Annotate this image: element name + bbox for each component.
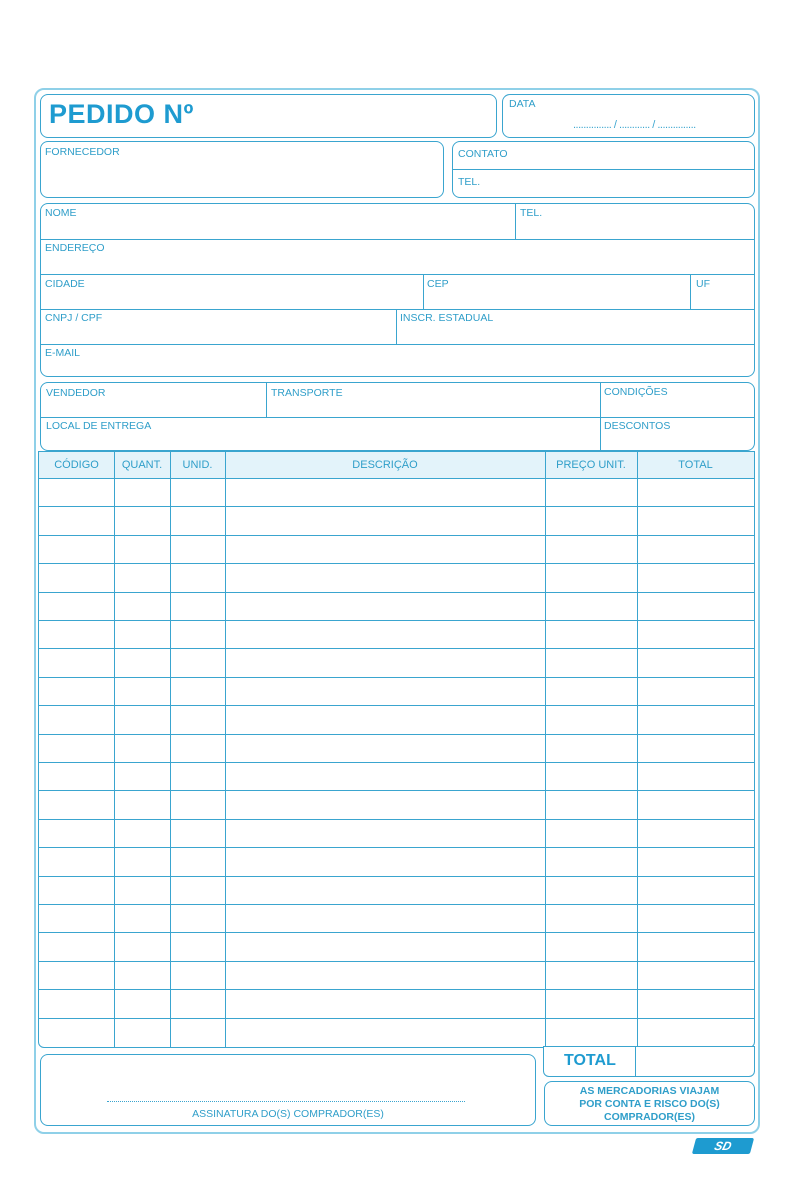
items-table bbox=[38, 451, 755, 1048]
table-row-divider bbox=[39, 876, 754, 877]
supplier-field[interactable] bbox=[40, 141, 444, 198]
row-divider bbox=[41, 274, 754, 275]
shipping-note-line: COMPRADOR(ES) bbox=[604, 1111, 695, 1123]
uf-label: UF bbox=[696, 278, 710, 290]
cep-label: CEP bbox=[427, 278, 449, 290]
cep-uf-divider bbox=[690, 274, 691, 309]
row-divider bbox=[41, 344, 754, 345]
col-header-unit-price: PREÇO UNIT. bbox=[556, 459, 626, 471]
cnpj-inscr-divider bbox=[396, 309, 397, 344]
col-divider bbox=[114, 452, 115, 1047]
table-row-divider bbox=[39, 535, 754, 536]
table-row-divider bbox=[39, 762, 754, 763]
col-divider bbox=[225, 452, 226, 1047]
name-label: NOME bbox=[45, 207, 77, 219]
col-header-total: TOTAL bbox=[678, 459, 713, 471]
row-divider bbox=[41, 239, 754, 240]
total-label: TOTAL bbox=[564, 1052, 616, 1069]
discounts-label: DESCONTOS bbox=[604, 420, 671, 432]
table-row-divider bbox=[39, 847, 754, 848]
table-row-divider bbox=[39, 961, 754, 962]
name-tel-divider bbox=[515, 204, 516, 239]
city-cep-divider bbox=[423, 274, 424, 309]
col-header-code: CÓDIGO bbox=[54, 459, 99, 471]
supplier-label: FORNECEDOR bbox=[45, 146, 120, 158]
brand-logo: SD bbox=[692, 1138, 754, 1154]
table-row-divider bbox=[39, 904, 754, 905]
table-row-divider bbox=[39, 648, 754, 649]
table-row-divider bbox=[39, 592, 754, 593]
city-label: CIDADE bbox=[45, 278, 85, 290]
col-header-description: DESCRIÇÃO bbox=[352, 459, 418, 471]
date-placeholder: ............... / ............ / ............... bbox=[573, 119, 696, 131]
row-divider bbox=[41, 417, 754, 418]
col-header-quantity: QUANT. bbox=[121, 459, 163, 471]
contact-box bbox=[452, 141, 755, 198]
delivery-label: LOCAL DE ENTREGA bbox=[46, 420, 152, 432]
table-row-divider bbox=[39, 620, 754, 621]
address-label: ENDEREÇO bbox=[45, 242, 105, 254]
cnpj-label: CNPJ / CPF bbox=[45, 312, 103, 324]
shipping-note-line: AS MERCADORIAS VIAJAM bbox=[579, 1085, 720, 1097]
conditions-label: CONDIÇÕES bbox=[604, 386, 668, 398]
transport-label: TRANSPORTE bbox=[271, 387, 343, 399]
col-divider bbox=[637, 452, 638, 1047]
date-label: DATA bbox=[509, 98, 536, 110]
total-divider bbox=[635, 1047, 636, 1076]
table-row-divider bbox=[39, 819, 754, 820]
page-title: PEDIDO Nº bbox=[49, 99, 194, 129]
col-header-unit: UNID. bbox=[182, 459, 213, 471]
client-box bbox=[40, 203, 755, 377]
grand-total-box bbox=[543, 1046, 755, 1077]
seller-transport-divider bbox=[266, 383, 267, 417]
table-row-divider bbox=[39, 677, 754, 678]
sale-box bbox=[40, 382, 755, 451]
client-tel-label: TEL. bbox=[520, 207, 543, 219]
signature-box[interactable] bbox=[40, 1054, 536, 1126]
table-row-divider bbox=[39, 506, 754, 507]
contact-label: CONTATO bbox=[458, 148, 508, 160]
table-row-divider bbox=[39, 1018, 754, 1019]
shipping-note-box bbox=[544, 1081, 755, 1126]
signature-line bbox=[107, 1101, 465, 1102]
contact-divider bbox=[453, 169, 754, 170]
email-label: E-MAIL bbox=[45, 347, 81, 359]
contact-tel-label: TEL. bbox=[458, 176, 481, 188]
date-box[interactable] bbox=[502, 94, 755, 138]
table-row-divider bbox=[39, 734, 754, 735]
table-row-divider bbox=[39, 790, 754, 791]
table-row-divider bbox=[39, 932, 754, 933]
table-row-divider bbox=[39, 705, 754, 706]
order-number-box[interactable] bbox=[40, 94, 497, 138]
col-divider bbox=[545, 452, 546, 1047]
col-divider bbox=[170, 452, 171, 1047]
shipping-note-line: POR CONTA E RISCO DO(S) bbox=[579, 1098, 720, 1110]
row-divider bbox=[41, 309, 754, 310]
seller-label: VENDEDOR bbox=[46, 387, 106, 399]
state-registration-label: INSCR. ESTADUAL bbox=[400, 312, 494, 324]
table-row-divider bbox=[39, 989, 754, 990]
signature-label: ASSINATURA DO(S) COMPRADOR(ES) bbox=[192, 1108, 384, 1120]
header-divider bbox=[39, 478, 754, 479]
table-row-divider bbox=[39, 563, 754, 564]
